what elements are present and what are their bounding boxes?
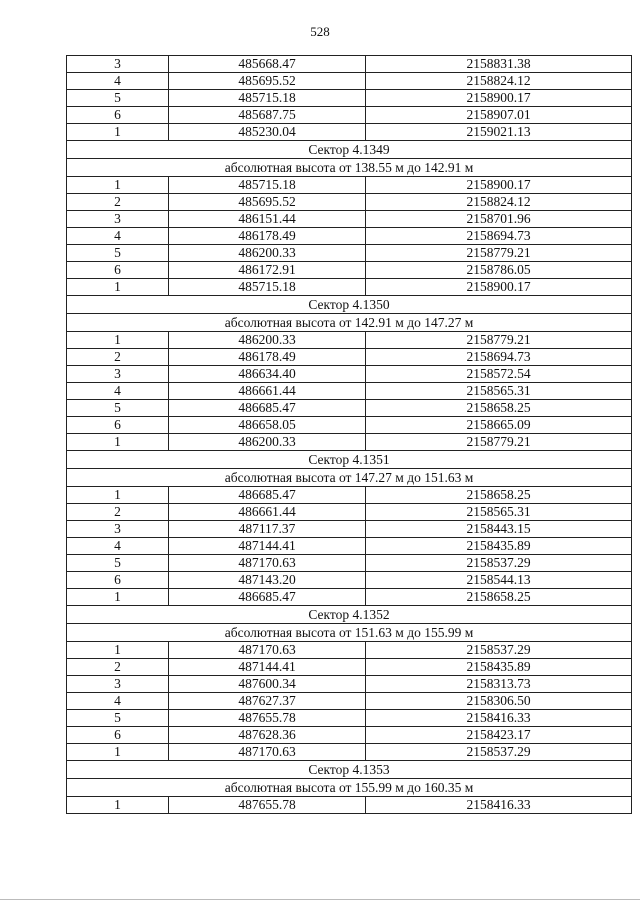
table-row bbox=[67, 487, 632, 504]
point-number-cell: 1 bbox=[67, 332, 169, 349]
point-number-cell: 3 bbox=[67, 366, 169, 383]
x-coordinate-cell: 487144.41 bbox=[169, 538, 366, 555]
point-number-cell: 6 bbox=[67, 572, 169, 589]
y-coordinate-cell: 2159021.13 bbox=[366, 124, 632, 141]
point-number-cell: 4 bbox=[67, 693, 169, 710]
x-coordinate-cell: 486172.91 bbox=[169, 262, 366, 279]
y-coordinate-cell: 2158779.21 bbox=[366, 434, 632, 451]
sector-title: Сектор 4.1352 bbox=[67, 606, 632, 624]
y-coordinate-cell: 2158900.17 bbox=[366, 279, 632, 296]
y-coordinate-cell: 2158416.33 bbox=[366, 710, 632, 727]
x-coordinate-cell: 487144.41 bbox=[169, 659, 366, 676]
y-coordinate-cell: 2158900.17 bbox=[366, 90, 632, 107]
x-coordinate-cell: 487170.63 bbox=[169, 555, 366, 572]
table-row bbox=[67, 400, 632, 417]
table-row bbox=[67, 211, 632, 228]
point-number-cell: 1 bbox=[67, 124, 169, 141]
point-number-cell: 4 bbox=[67, 383, 169, 400]
point-number-cell: 6 bbox=[67, 262, 169, 279]
y-coordinate-cell: 2158658.25 bbox=[366, 487, 632, 504]
y-coordinate-cell: 2158423.17 bbox=[366, 727, 632, 744]
x-coordinate-cell: 487143.20 bbox=[169, 572, 366, 589]
x-coordinate-cell: 487655.78 bbox=[169, 710, 366, 727]
table-row bbox=[67, 417, 632, 434]
table-row bbox=[67, 538, 632, 555]
x-coordinate-cell: 486661.44 bbox=[169, 383, 366, 400]
point-number-cell: 4 bbox=[67, 538, 169, 555]
table-row bbox=[67, 521, 632, 538]
y-coordinate-cell: 2158306.50 bbox=[366, 693, 632, 710]
y-coordinate-cell: 2158824.12 bbox=[366, 194, 632, 211]
table-row bbox=[67, 797, 632, 814]
coordinates-table bbox=[66, 55, 632, 814]
y-coordinate-cell: 2158572.54 bbox=[366, 366, 632, 383]
y-coordinate-cell: 2158416.33 bbox=[366, 797, 632, 814]
x-coordinate-cell: 485687.75 bbox=[169, 107, 366, 124]
y-coordinate-cell: 2158565.31 bbox=[366, 383, 632, 400]
table-row bbox=[67, 555, 632, 572]
y-coordinate-cell: 2158537.29 bbox=[366, 744, 632, 761]
sector-altitude-row bbox=[67, 469, 632, 487]
table-row bbox=[67, 124, 632, 141]
x-coordinate-cell: 485695.52 bbox=[169, 73, 366, 90]
table-row bbox=[67, 434, 632, 451]
point-number-cell: 5 bbox=[67, 710, 169, 727]
coordinates-table-body bbox=[67, 56, 632, 814]
table-row bbox=[67, 107, 632, 124]
table-row bbox=[67, 279, 632, 296]
point-number-cell: 3 bbox=[67, 56, 169, 73]
table-row bbox=[67, 710, 632, 727]
table-row bbox=[67, 693, 632, 710]
table-row bbox=[67, 332, 632, 349]
point-number-cell: 1 bbox=[67, 589, 169, 606]
sector-title: Сектор 4.1350 bbox=[67, 296, 632, 314]
x-coordinate-cell: 486685.47 bbox=[169, 487, 366, 504]
y-coordinate-cell: 2158831.38 bbox=[366, 56, 632, 73]
point-number-cell: 5 bbox=[67, 555, 169, 572]
sector-title: Сектор 4.1353 bbox=[67, 761, 632, 779]
sector-altitude: абсолютная высота от 142.91 м до 147.27 м bbox=[67, 314, 632, 332]
y-coordinate-cell: 2158658.25 bbox=[366, 589, 632, 606]
y-coordinate-cell: 2158537.29 bbox=[366, 555, 632, 572]
point-number-cell: 6 bbox=[67, 727, 169, 744]
page-number: 528 bbox=[310, 24, 330, 39]
x-coordinate-cell: 487600.34 bbox=[169, 676, 366, 693]
table-row bbox=[67, 642, 632, 659]
point-number-cell: 5 bbox=[67, 400, 169, 417]
sector-title-row bbox=[67, 451, 632, 469]
sector-altitude: абсолютная высота от 147.27 м до 151.63 м bbox=[67, 469, 632, 487]
y-coordinate-cell: 2158435.89 bbox=[366, 659, 632, 676]
table-row bbox=[67, 90, 632, 107]
sector-altitude: абсолютная высота от 155.99 м до 160.35 м bbox=[67, 779, 632, 797]
point-number-cell: 3 bbox=[67, 211, 169, 228]
x-coordinate-cell: 487655.78 bbox=[169, 797, 366, 814]
y-coordinate-cell: 2158907.01 bbox=[366, 107, 632, 124]
table-row bbox=[67, 349, 632, 366]
y-coordinate-cell: 2158537.29 bbox=[366, 642, 632, 659]
sector-title-row bbox=[67, 296, 632, 314]
y-coordinate-cell: 2158565.31 bbox=[366, 504, 632, 521]
x-coordinate-cell: 486200.33 bbox=[169, 332, 366, 349]
point-number-cell: 1 bbox=[67, 642, 169, 659]
x-coordinate-cell: 486634.40 bbox=[169, 366, 366, 383]
sector-altitude-row bbox=[67, 159, 632, 177]
y-coordinate-cell: 2158779.21 bbox=[366, 245, 632, 262]
point-number-cell: 4 bbox=[67, 228, 169, 245]
x-coordinate-cell: 486658.05 bbox=[169, 417, 366, 434]
table-row bbox=[67, 262, 632, 279]
y-coordinate-cell: 2158779.21 bbox=[366, 332, 632, 349]
table-row bbox=[67, 504, 632, 521]
x-coordinate-cell: 485715.18 bbox=[169, 177, 366, 194]
table-row bbox=[67, 228, 632, 245]
y-coordinate-cell: 2158665.09 bbox=[366, 417, 632, 434]
point-number-cell: 1 bbox=[67, 177, 169, 194]
y-coordinate-cell: 2158443.15 bbox=[366, 521, 632, 538]
y-coordinate-cell: 2158658.25 bbox=[366, 400, 632, 417]
table-row bbox=[67, 659, 632, 676]
table-row bbox=[67, 727, 632, 744]
sector-altitude-row bbox=[67, 314, 632, 332]
sector-title: Сектор 4.1349 bbox=[67, 141, 632, 159]
y-coordinate-cell: 2158435.89 bbox=[366, 538, 632, 555]
point-number-cell: 1 bbox=[67, 279, 169, 296]
x-coordinate-cell: 486685.47 bbox=[169, 589, 366, 606]
table-row bbox=[67, 177, 632, 194]
point-number-cell: 3 bbox=[67, 521, 169, 538]
table-row bbox=[67, 245, 632, 262]
table-row bbox=[67, 56, 632, 73]
sector-altitude-row bbox=[67, 624, 632, 642]
point-number-cell: 1 bbox=[67, 434, 169, 451]
point-number-cell: 4 bbox=[67, 73, 169, 90]
table-row bbox=[67, 676, 632, 693]
point-number-cell: 6 bbox=[67, 107, 169, 124]
x-coordinate-cell: 485695.52 bbox=[169, 194, 366, 211]
page-bottom-edge bbox=[0, 899, 640, 900]
x-coordinate-cell: 486200.33 bbox=[169, 245, 366, 262]
x-coordinate-cell: 487627.37 bbox=[169, 693, 366, 710]
y-coordinate-cell: 2158313.73 bbox=[366, 676, 632, 693]
table-row bbox=[67, 589, 632, 606]
table-row bbox=[67, 366, 632, 383]
table-row bbox=[67, 744, 632, 761]
x-coordinate-cell: 485715.18 bbox=[169, 279, 366, 296]
x-coordinate-cell: 485668.47 bbox=[169, 56, 366, 73]
sector-title-row bbox=[67, 606, 632, 624]
x-coordinate-cell: 486685.47 bbox=[169, 400, 366, 417]
table-row bbox=[67, 572, 632, 589]
point-number-cell: 3 bbox=[67, 676, 169, 693]
point-number-cell: 5 bbox=[67, 245, 169, 262]
sector-altitude-row bbox=[67, 779, 632, 797]
x-coordinate-cell: 486200.33 bbox=[169, 434, 366, 451]
point-number-cell: 6 bbox=[67, 417, 169, 434]
point-number-cell: 2 bbox=[67, 349, 169, 366]
x-coordinate-cell: 487170.63 bbox=[169, 744, 366, 761]
x-coordinate-cell: 485230.04 bbox=[169, 124, 366, 141]
sector-title-row bbox=[67, 141, 632, 159]
y-coordinate-cell: 2158544.13 bbox=[366, 572, 632, 589]
table-row bbox=[67, 194, 632, 211]
table-row bbox=[67, 383, 632, 400]
y-coordinate-cell: 2158694.73 bbox=[366, 349, 632, 366]
x-coordinate-cell: 485715.18 bbox=[169, 90, 366, 107]
sector-altitude: абсолютная высота от 151.63 м до 155.99 м bbox=[67, 624, 632, 642]
sector-title-row bbox=[67, 761, 632, 779]
table-row bbox=[67, 73, 632, 90]
point-number-cell: 2 bbox=[67, 504, 169, 521]
point-number-cell: 1 bbox=[67, 744, 169, 761]
x-coordinate-cell: 487170.63 bbox=[169, 642, 366, 659]
y-coordinate-cell: 2158694.73 bbox=[366, 228, 632, 245]
x-coordinate-cell: 486178.49 bbox=[169, 228, 366, 245]
x-coordinate-cell: 487628.36 bbox=[169, 727, 366, 744]
point-number-cell: 2 bbox=[67, 194, 169, 211]
point-number-cell: 1 bbox=[67, 487, 169, 504]
y-coordinate-cell: 2158701.96 bbox=[366, 211, 632, 228]
x-coordinate-cell: 486178.49 bbox=[169, 349, 366, 366]
x-coordinate-cell: 486151.44 bbox=[169, 211, 366, 228]
x-coordinate-cell: 487117.37 bbox=[169, 521, 366, 538]
point-number-cell: 5 bbox=[67, 90, 169, 107]
sector-title: Сектор 4.1351 bbox=[67, 451, 632, 469]
y-coordinate-cell: 2158786.05 bbox=[366, 262, 632, 279]
y-coordinate-cell: 2158824.12 bbox=[366, 73, 632, 90]
sector-altitude: абсолютная высота от 138.55 м до 142.91 м bbox=[67, 159, 632, 177]
x-coordinate-cell: 486661.44 bbox=[169, 504, 366, 521]
y-coordinate-cell: 2158900.17 bbox=[366, 177, 632, 194]
point-number-cell: 2 bbox=[67, 659, 169, 676]
point-number-cell: 1 bbox=[67, 797, 169, 814]
